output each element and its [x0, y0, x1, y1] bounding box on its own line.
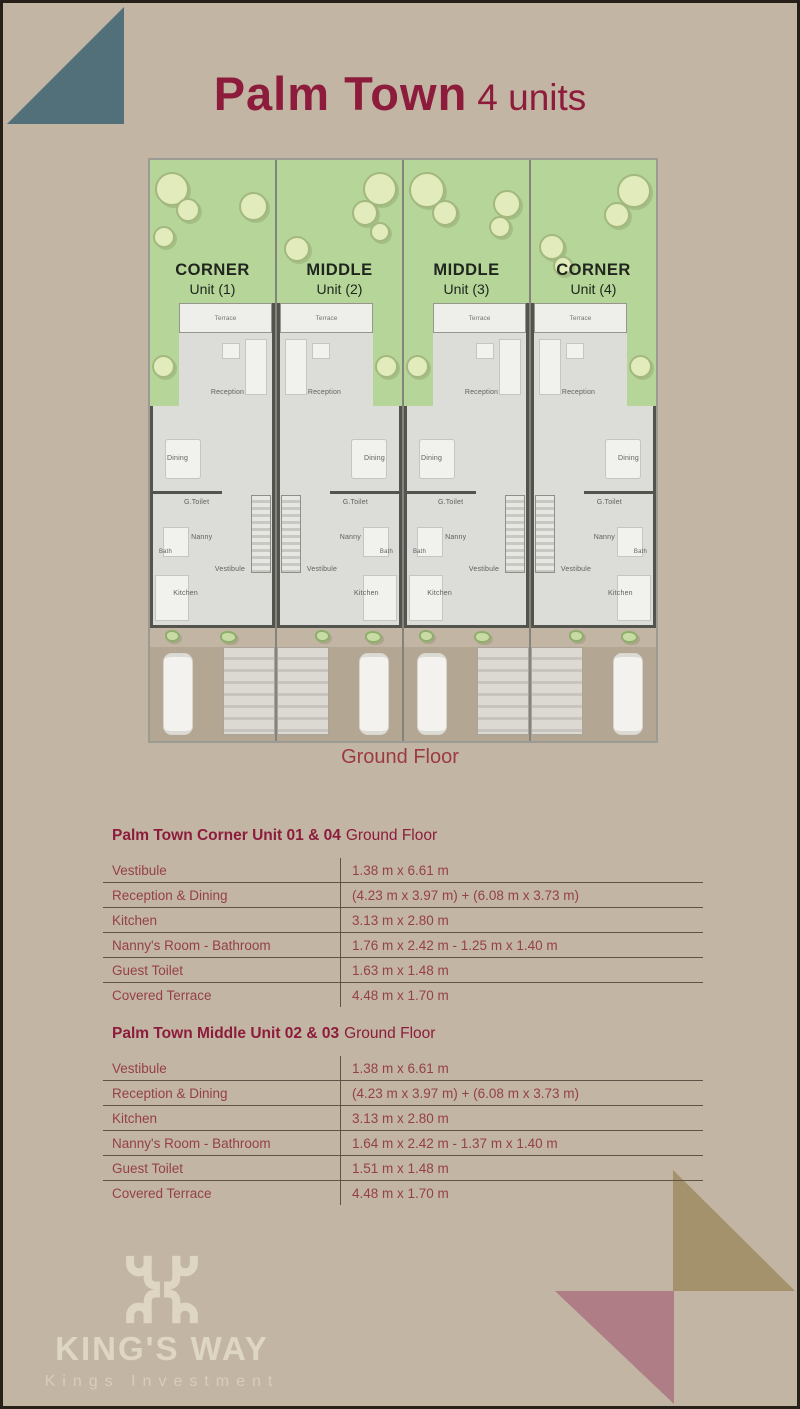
side-garden [627, 303, 656, 406]
table-row [103, 882, 703, 907]
terrace-area [179, 303, 272, 333]
tree-icon [604, 202, 630, 228]
garden-area [150, 160, 275, 303]
table-row [103, 1080, 703, 1105]
unit-label [150, 261, 275, 297]
unit-type: MIDDLE [306, 261, 373, 279]
room-name: Kitchen [112, 912, 158, 928]
coffee-table-furniture [312, 343, 330, 359]
room-label-bath: Bath [158, 549, 173, 555]
table-row [103, 982, 703, 1007]
room-label-kitchen: Kitchen [354, 590, 379, 597]
kitchen-counter-furniture [155, 575, 189, 621]
unit-type: CORNER [556, 261, 631, 279]
table-row [103, 1105, 703, 1130]
tree-icon [370, 222, 390, 242]
spec-rows [103, 1056, 703, 1205]
room-label-reception: Reception [307, 389, 342, 396]
unit-structure [404, 303, 529, 628]
room-label-terrace: Terrace [214, 314, 237, 322]
room-label-terrace: Terrace [315, 314, 338, 322]
room-name: Reception & Dining [112, 1085, 228, 1101]
room-label-bath: Bath [633, 549, 648, 555]
tree-icon [432, 200, 458, 226]
room-name: Kitchen [112, 1110, 158, 1126]
room-label-kitchen: Kitchen [608, 590, 633, 597]
tree-icon [629, 355, 652, 378]
tree-icon [152, 355, 175, 378]
sofa-furniture [245, 339, 267, 395]
unit-type: MIDDLE [433, 261, 500, 279]
garden-area [277, 160, 402, 303]
room-label-guest-toilet: G.Toilet [437, 499, 464, 506]
logo-subtitle: Kings Investment [44, 1373, 280, 1390]
room-label-kitchen: Kitchen [427, 590, 452, 597]
plan-caption: Ground Floor [341, 746, 459, 768]
tree-icon [489, 216, 511, 238]
coffee-table-furniture [222, 343, 240, 359]
spec-table-heading [112, 827, 703, 845]
unit-label [404, 261, 529, 297]
side-garden [150, 303, 179, 406]
room-dimensions: (4.23 m x 3.97 m) + (6.08 m x 3.73 m) [352, 1085, 579, 1101]
tree-icon [153, 226, 175, 248]
room-dimensions: 1.38 m x 6.61 m [352, 862, 449, 878]
plant-icon [419, 630, 434, 642]
room-dimensions: 1.63 m x 1.48 m [352, 962, 449, 978]
car-icon [163, 653, 193, 735]
room-name: Guest Toilet [112, 962, 184, 978]
table-row [103, 957, 703, 982]
spec-heading-bold: Palm Town Middle Unit 02 & 03 [112, 1025, 340, 1042]
unit-plan-4 [531, 160, 656, 741]
room-dimensions: 4.48 m x 1.70 m [352, 987, 449, 1003]
room-name: Vestibule [112, 862, 167, 878]
coffee-table-furniture [566, 343, 584, 359]
room-label-guest-toilet: G.Toilet [596, 499, 623, 506]
room-label-reception: Reception [464, 389, 499, 396]
room-name: Covered Terrace [112, 987, 212, 1003]
spec-heading-bold: Palm Town Corner Unit 01 & 04 [112, 827, 341, 844]
driveway [150, 647, 275, 741]
room-label-guest-toilet: G.Toilet [183, 499, 210, 506]
plant-icon [569, 630, 584, 642]
room-label-dining: Dining [421, 455, 443, 462]
plant-icon [365, 631, 382, 643]
room-label-nanny: Nanny [593, 534, 615, 541]
unit-plan-3 [404, 160, 529, 741]
unit-number: Unit (1) [189, 281, 236, 297]
unit-type: CORNER [175, 261, 250, 279]
spec-heading-suffix: Ground Floor [345, 827, 438, 844]
tree-icon [352, 200, 378, 226]
driveway [277, 647, 402, 741]
column-divider [340, 1056, 341, 1205]
interior-wall [407, 491, 476, 494]
plant-icon [315, 630, 330, 642]
planter-row [277, 628, 402, 647]
table-row [103, 1180, 703, 1205]
unit-label [277, 261, 402, 297]
planter-row [404, 628, 529, 647]
room-label-guest-toilet: G.Toilet [342, 499, 369, 506]
spec-rows [103, 858, 703, 1007]
side-garden [404, 303, 433, 406]
sofa-furniture [539, 339, 561, 395]
coffee-table-furniture [476, 343, 494, 359]
logo-title: KING'S WAY [55, 1330, 269, 1367]
spec-heading-suffix: Ground Floor [344, 1025, 436, 1042]
spec-table-corner-units [103, 827, 703, 1007]
room-dimensions: 1.76 m x 2.42 m - 1.25 m x 1.40 m [352, 937, 558, 953]
tree-icon [239, 192, 268, 221]
room-label-vestibule: Vestibule [468, 566, 500, 573]
decor-triangle-mauve [555, 1291, 674, 1404]
terrace-area [433, 303, 526, 333]
room-dimensions: 3.13 m x 2.80 m [352, 1110, 449, 1126]
page-title [3, 66, 797, 121]
unit-structure [531, 303, 656, 628]
room-label-dining: Dining [363, 455, 385, 462]
stairs-area [251, 495, 271, 573]
title-suffix: 4 units [477, 77, 587, 118]
table-row [103, 858, 703, 882]
pergola-shade [477, 647, 529, 735]
floor-plan [148, 158, 658, 743]
kitchen-counter-furniture [363, 575, 397, 621]
pergola-shade [277, 647, 329, 735]
kings-way-logo [11, 1253, 313, 1391]
room-label-nanny: Nanny [339, 534, 361, 541]
stairs-area [535, 495, 555, 573]
room-name: Nanny's Room - Bathroom [112, 1135, 271, 1151]
spec-table-middle-units [103, 1025, 703, 1205]
tree-icon [493, 190, 521, 218]
plant-icon [220, 631, 237, 643]
interior-wall [153, 491, 222, 494]
planter-row [531, 628, 656, 647]
tree-icon [176, 198, 200, 222]
room-label-reception: Reception [561, 389, 596, 396]
room-label-kitchen: Kitchen [173, 590, 198, 597]
driveway [404, 647, 529, 741]
pergola-shade [531, 647, 583, 735]
plant-icon [474, 631, 491, 643]
unit-label [531, 261, 656, 297]
room-dimensions: 1.38 m x 6.61 m [352, 1060, 449, 1076]
room-dimensions: 1.51 m x 1.48 m [352, 1160, 449, 1176]
room-name: Vestibule [112, 1060, 167, 1076]
kings-way-monogram-icon [120, 1253, 204, 1326]
table-row [103, 907, 703, 932]
tree-icon [406, 355, 429, 378]
room-label-reception: Reception [210, 389, 245, 396]
room-label-terrace: Terrace [468, 314, 491, 322]
room-label-nanny: Nanny [445, 534, 467, 541]
table-row [103, 1056, 703, 1080]
unit-structure [277, 303, 402, 628]
room-label-dining: Dining [167, 455, 189, 462]
unit-plan-2 [277, 160, 402, 741]
spec-table-heading [112, 1025, 703, 1043]
terrace-area [280, 303, 373, 333]
unit-plan-1 [150, 160, 275, 741]
interior-wall [584, 491, 653, 494]
car-icon [359, 653, 389, 735]
car-icon [417, 653, 447, 735]
side-garden [373, 303, 402, 406]
terrace-area [534, 303, 627, 333]
interior-wall [330, 491, 399, 494]
room-name: Guest Toilet [112, 1160, 184, 1176]
tree-icon [375, 355, 398, 378]
table-row [103, 1130, 703, 1155]
room-label-nanny: Nanny [191, 534, 213, 541]
sofa-furniture [285, 339, 307, 395]
stairs-area [281, 495, 301, 573]
planter-row [150, 628, 275, 647]
room-label-vestibule: Vestibule [306, 566, 338, 573]
table-row [103, 1155, 703, 1180]
sofa-furniture [499, 339, 521, 395]
room-label-dining: Dining [617, 455, 639, 462]
room-label-bath: Bath [379, 549, 394, 555]
room-label-terrace: Terrace [569, 314, 592, 322]
room-label-vestibule: Vestibule [560, 566, 592, 573]
car-icon [613, 653, 643, 735]
room-label-bath: Bath [412, 549, 427, 555]
room-name: Nanny's Room - Bathroom [112, 937, 271, 953]
room-dimensions: 1.64 m x 2.42 m - 1.37 m x 1.40 m [352, 1135, 558, 1151]
driveway [531, 647, 656, 741]
room-dimensions: (4.23 m x 3.97 m) + (6.08 m x 3.73 m) [352, 887, 579, 903]
garden-area [531, 160, 656, 303]
plant-icon [621, 631, 638, 643]
unit-number: Unit (3) [443, 281, 490, 297]
room-dimensions: 4.48 m x 1.70 m [352, 1185, 449, 1201]
room-dimensions: 3.13 m x 2.80 m [352, 912, 449, 928]
garden-area [404, 160, 529, 303]
title-main: Palm Town [213, 67, 468, 120]
plant-icon [165, 630, 180, 642]
pergola-shade [223, 647, 275, 735]
tree-icon [284, 236, 310, 262]
column-divider [340, 858, 341, 1007]
room-name: Reception & Dining [112, 887, 228, 903]
table-row [103, 932, 703, 957]
unit-structure [150, 303, 275, 628]
room-label-vestibule: Vestibule [214, 566, 246, 573]
unit-number: Unit (2) [316, 281, 363, 297]
stairs-area [505, 495, 525, 573]
room-name: Covered Terrace [112, 1185, 212, 1201]
kitchen-counter-furniture [409, 575, 443, 621]
unit-number: Unit (4) [570, 281, 617, 297]
kitchen-counter-furniture [617, 575, 651, 621]
